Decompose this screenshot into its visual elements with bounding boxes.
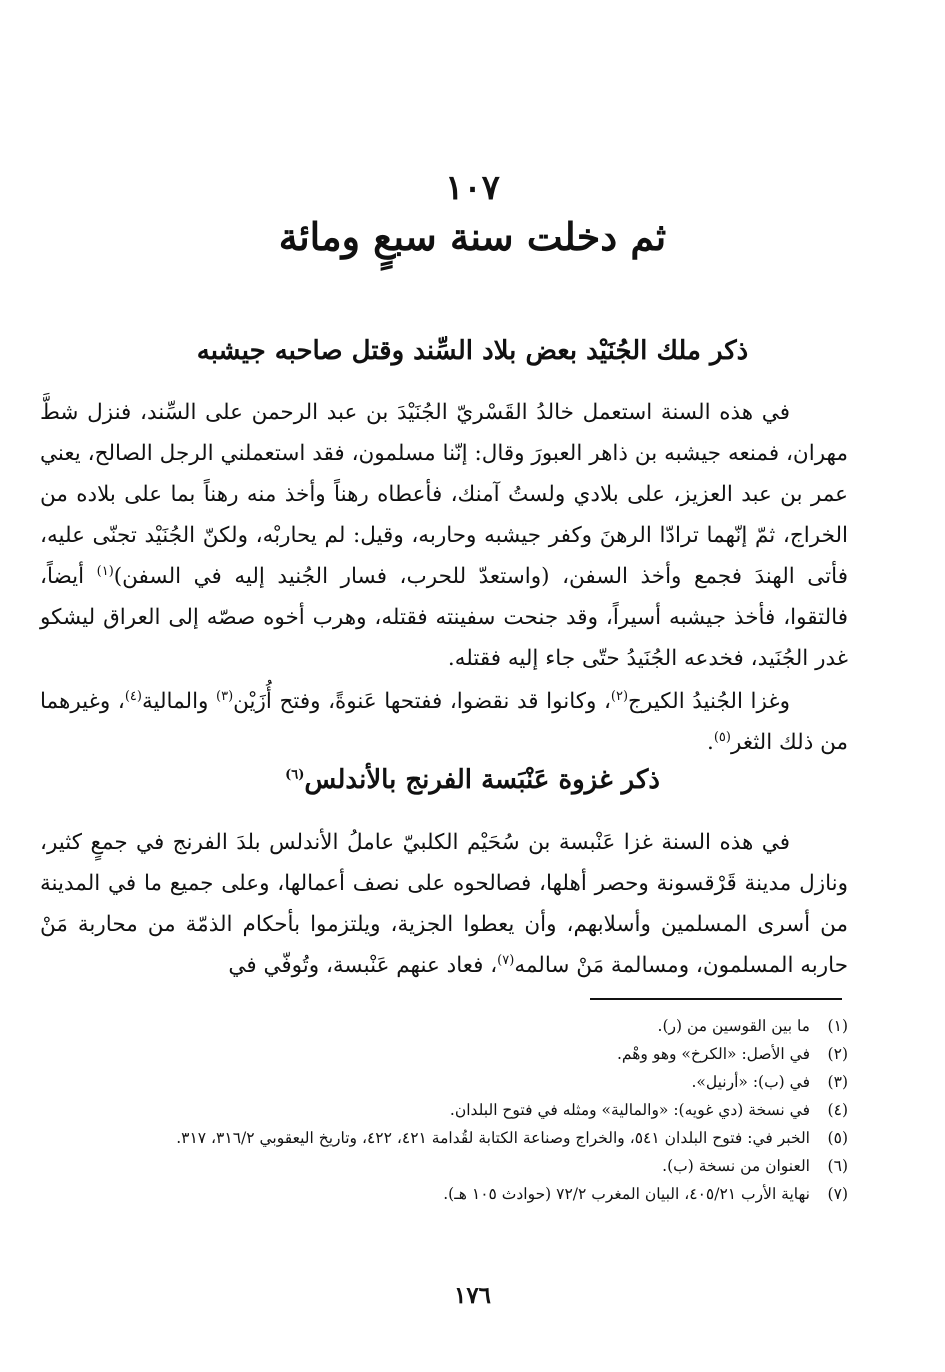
paragraph-text: ، فعاد عنهم عَنْبسة، وتُوفّي في: [228, 953, 498, 978]
year-number: ١٠٧: [445, 168, 500, 208]
paragraph-text: ، وغيرهما من ذلك الثغر: [40, 689, 848, 755]
footnote-marker-2: (٢): [610, 688, 629, 704]
footnote-marker-3: (٣): [216, 688, 234, 704]
paragraph-text: في هذه السنة استعمل خالدُ القَسْريّ الجُنَيْدَ بن عبد الرحمن على السِّند، فنزل شطَّ مهران، فمنعه جيشبه بن ذاهر العبورَ وقال: إنّنا مسلمون، فقد استعملني الرجل الصالح، يعني عمر بن عبد العزيز، على بلادي ولستُ آمنك، فأعطاه رهناً وأخذ منه رهناً بما على بلاده من الخراج، ثمّ إنّهما ترادّا الرهنَ وكفر جيشبه وحاربه، وقيل: لم يحاربْه، ولكنّ الجُنَيْد تجنّى عليه، فأتى الهندَ فجمع وأخذ السفن، (واستعدّ للحرب، فسار الجُنيد إليه في السفن): [40, 400, 848, 589]
footnote-text: نهاية الأرب ٤٠٥/٢١، البيان المغرب ٧٢/٢ (حوادث ١٠٥ هـ).: [443, 1185, 810, 1203]
footnote-text: في (ب): «أرنيل».: [691, 1073, 810, 1091]
year-title: ثم دخلت سنة سبعٍ ومائة: [278, 214, 667, 259]
footnotes: [40, 1012, 848, 1208]
paragraph-text: والمالية: [141, 689, 217, 714]
footnote-number: (١): [827, 1017, 848, 1035]
section-heading-jnaid: ذكر ملك الجُنَيْد بعض بلاد السِّند وقتل صاحبه جيشبه: [196, 336, 749, 366]
footnote-text: في الأصل: «الكرخ» وهو وهْم.: [617, 1045, 810, 1063]
paragraph-text: ، وكانوا قد نقضوا، ففتحها عَنوةً، وفتح أُزَيْن: [233, 689, 611, 714]
paragraph-text: أيضاً، فالتقوا، فأخذ جيشبه أسيراً، وقد جنحت سفينته فقتله، وهرب أخوه صصّه إلى العراق ليشكو غدر الجُنَيد، فخدعه الجُنَيدُ حتّى جاء إليه فقتله.: [40, 564, 848, 671]
footnote-number: (٢): [827, 1045, 848, 1063]
footnote-marker-5: (٥): [713, 729, 731, 745]
page-number: ١٧٦: [453, 1282, 492, 1309]
footnote: [40, 1096, 848, 1124]
footnote: [40, 1068, 848, 1096]
footnote-number: (٧): [827, 1185, 848, 1203]
footnote: [40, 1012, 848, 1040]
footnote-divider: [590, 998, 842, 1000]
heading-text: ذكر غزوة عَنْبَسة الفرنج بالأندلس: [304, 765, 660, 795]
paragraph-jnaid-kiraj: [40, 681, 848, 763]
paragraph-text: في هذه السنة غزا عَنْبسة بن سُحَيْم الكلبيّ عاملُ الأندلس بلدَ الفرنج في جمعٍ كثير، ونازل مدينة قَرْقسونة وحصر أهلها، فصالحوه على نصف أعمالها، وعلى جميع ما في المدينة من أسرى المسلمين وأسلابهم، وأن يعطوا الجزية، ويلتزموا بأحكام الذمّة من محاربة مَنْ حاربه المسلمون، ومسالمة مَنْ سالمه: [40, 830, 848, 978]
paragraph-jnaid-sind: [40, 392, 848, 679]
footnote-marker-4: (٤): [124, 688, 142, 704]
section-heading-anbasa: [40, 765, 905, 795]
footnote-text: الخبر في: فتوح البلدان ٥٤١، والخراج وصناعة الكتابة لقُدامة ٤٢١، ٤٢٢، وتاريخ اليعقوبي ٣١٦/٢، ٣١٧.: [176, 1129, 810, 1147]
footnote-number: (٥): [827, 1129, 848, 1147]
footnote: [40, 1180, 848, 1208]
footnote: [40, 1152, 848, 1180]
paragraph-text: وغزا الجُنيدُ الكيرج: [628, 689, 790, 714]
footnote-marker-1: (١): [96, 563, 114, 579]
paragraph-text: .: [706, 730, 714, 755]
footnote: [40, 1040, 848, 1068]
footnote-marker-6: (٦): [285, 767, 305, 783]
footnote-marker-7: (٧): [497, 952, 515, 968]
footnote-number: (٤): [827, 1101, 848, 1119]
footnote-text: في نسخة (دي غويه): «والمالية» ومثله في فتوح البلدان.: [449, 1101, 810, 1119]
footnote-number: (٣): [827, 1073, 848, 1091]
footnote-text: العنوان من نسخة (ب).: [662, 1157, 810, 1175]
footnote-number: (٦): [827, 1157, 848, 1175]
footnote: [40, 1124, 848, 1152]
footnote-text: ما بين القوسين من (ر).: [657, 1017, 810, 1035]
paragraph-anbasa: [40, 822, 848, 986]
